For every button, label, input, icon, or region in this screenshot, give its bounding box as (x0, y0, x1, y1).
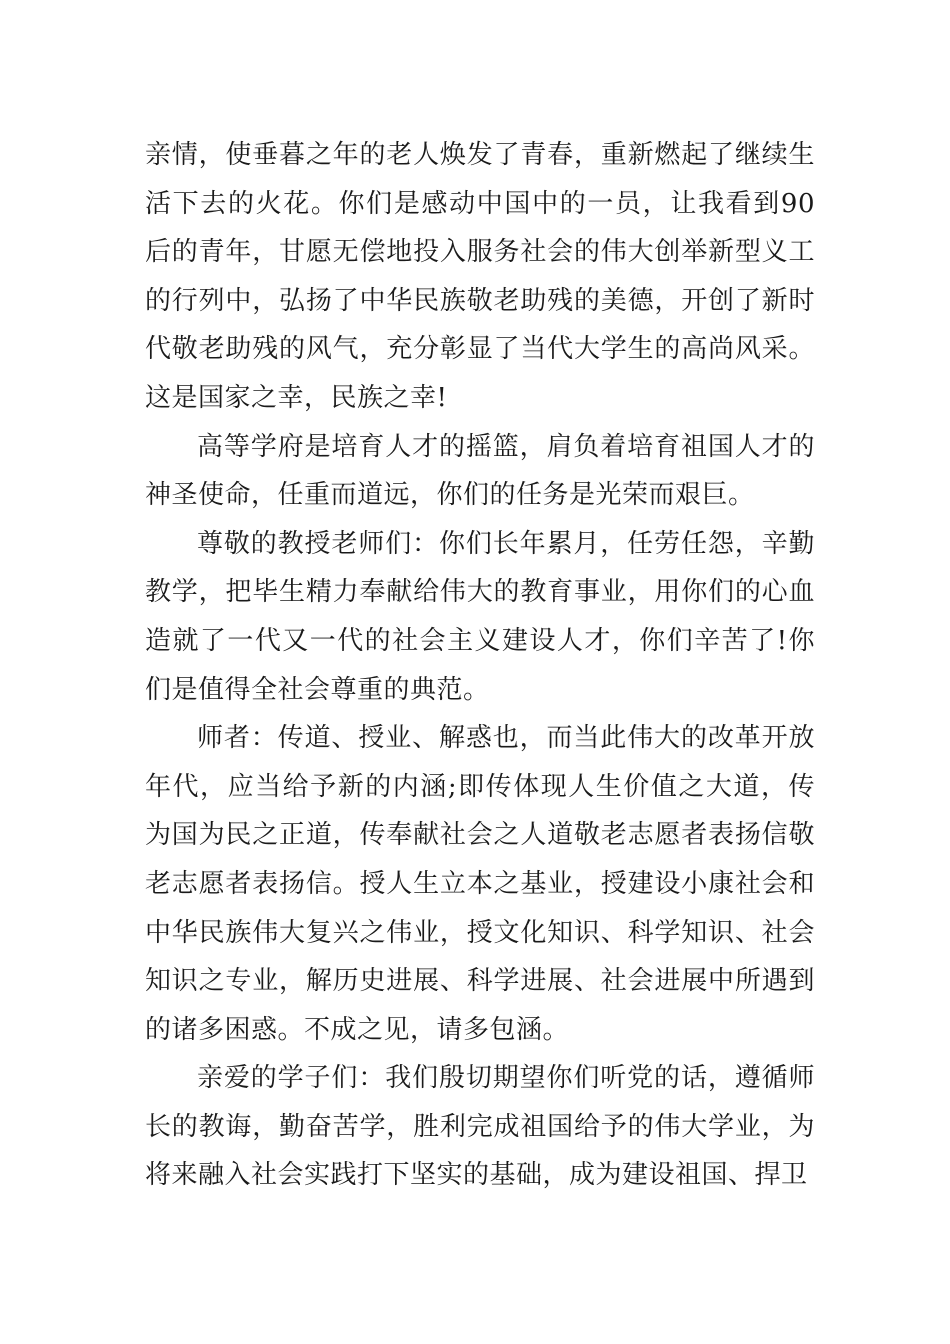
paragraph-4: 师者：传道、授业、解惑也，而当此伟大的改革开放年代，应当给予新的内涵;即传体现人生价值之大道，传为国为民之正道，传奉献社会之人道敬老志愿者表扬信敬老志愿者表扬信。授人生立本之基业，授建设小康社会和中华民族伟大复兴之伟业，授文化知识、科学知识、社会知识之专业，解历史进展、科学进展、社会进展中所遇到的诸多困惑。不成之见，请多包涵。 (145, 723, 815, 1045)
paragraph-5: 亲爱的学子们：我们殷切期望你们听党的话，遵循师长的教诲，勤奋苦学，胜利完成祖国给予的伟大学业，为将来融入社会实践打下坚实的基础，成为建设祖国、捍卫 (145, 1063, 815, 1191)
document-body (145, 131, 815, 1200)
paragraph-2: 高等学府是培育人才的摇篮，肩负着培育祖国人才的神圣使命，任重而道远，你们的任务是光荣而艰巨。 (145, 431, 815, 511)
paragraph-3: 尊敬的教授老师们：你们长年累月，任劳任怨，辛勤教学，把毕生精力奉献给伟大的教育事业，用你们的心血造就了一代又一代的社会主义建设人才，你们辛苦了!你们是值得全社会尊重的典范。 (145, 528, 815, 705)
paragraph-1: 亲情，使垂暮之年的老人焕发了青春，重新燃起了继续生活下去的火花。你们是感动中国中的一员，让我看到90后的青年，甘愿无偿地投入服务社会的伟大创举新型义工的行列中，弘扬了中华民族敬老助残的美德，开创了新时代敬老助残的风气，充分彰显了当代大学生的高尚风采。这是国家之幸，民族之幸! (145, 140, 815, 413)
